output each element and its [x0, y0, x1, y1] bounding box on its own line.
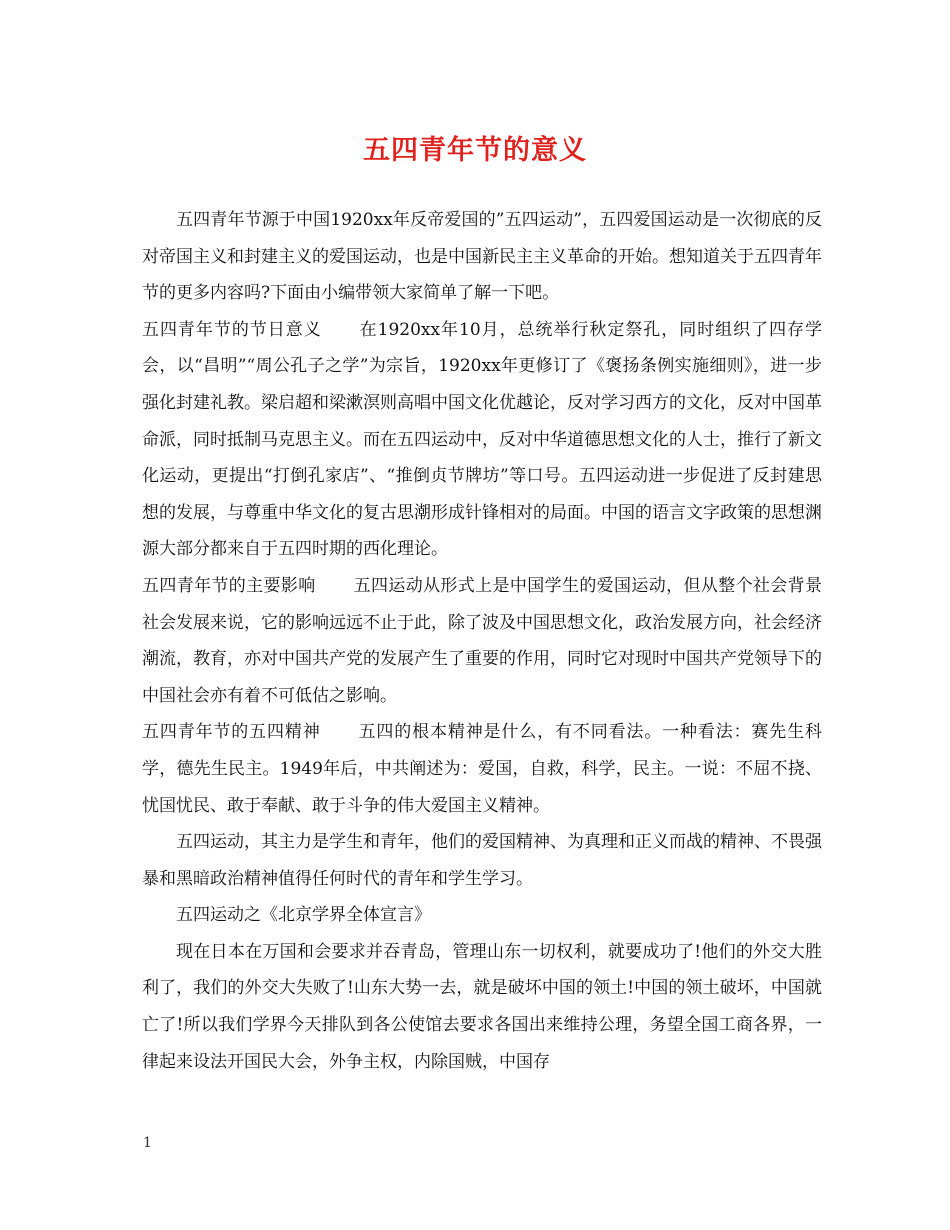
- declaration-heading: 五四运动之《北京学界全体宣言》: [176, 905, 431, 926]
- section-heading: 五四青年节的主要影响: [142, 575, 316, 596]
- section-may-fourth-spirit: [142, 714, 822, 824]
- section-main-influence: [142, 568, 822, 714]
- youth-paragraph: 五四运动，其主力是学生和青年，他们的爱国精神、为真理和正义而战的精神、不畏强暴和黑暗政治精神值得任何时代的青年和学生学习。: [142, 832, 822, 889]
- section-text: 在1920xx年10月，总统举行秋定祭孔，同时组织了四存学会，以“昌明”“周公孔子之学”为宗旨，1920xx年更修订了《褒扬条例实施细则》，进一步强化封建礼教。梁启超和梁漱溟则高唱中国文化优越论，反对学习西方的文化，反对中国革命派，同时抵制马克思主义。而在五四运动中，反对中华道德思想文化的人士，推行了新文化运动，更提出“打倒孔家店”、“推倒贞节牌坊”等口号。五四运动进一步促进了反封建思想的发展，与尊重中华文化的复古思潮形成针锋相对的局面。中国的语言文字政策的思想渊源大部分都来自于五四时期的西化理论。: [142, 319, 823, 560]
- section-text: 五四的根本精神是什么，有不同看法。一种看法：赛先生科学，德先生民主。1949年后，中共阐述为：爱国，自救，科学，民主。一说：不屈不挠、忧国忧民、敢于奉献、敢于斗争的伟大爱国主义精神。: [142, 722, 823, 816]
- intro-paragraph: 五四青年节源于中国1920xx年反帝爱国的”五四运动”，五四爱国运动是一次彻底的反对帝国主义和封建主义的爱国运动，也是中国新民主主义革命的开始。想知道关于五四青年节的更多内容吗?下面由小编带领大家简单了解一下吧。: [142, 210, 822, 304]
- section-text: 五四运动从形式上是中国学生的爱国运动，但从整个社会背景社会发展来说，它的影响远远不止于此，除了波及中国思想文化，政治发展方向，社会经济潮流，教育，亦对中国共产党的发展产生了重要的作用，同时它对现时中国共产党领导下的中国社会亦有着不可低估之影响。: [142, 575, 823, 706]
- document-title: 五四青年节的意义: [363, 135, 587, 166]
- section-festival-meaning: [142, 312, 822, 568]
- declaration-paragraph: 现在日本在万国和会要求并吞青岛，管理山东一切权利，就要成功了!他们的外交大胜利了，我们的外交大失败了!山东大势一去，就是破坏中国的领土!中国的领土破坏，中国就亡了!所以我们学界今天排队到各公使馆去要求各国出来维持公理，务望全国工商各界，一律起来设法开国民大会，外争主权，内除国贼，中国存: [142, 941, 822, 1072]
- page-number: 1: [143, 1135, 152, 1151]
- document-body: [142, 202, 822, 1080]
- section-heading: 五四青年节的五四精神: [142, 722, 321, 743]
- section-heading: 五四青年节的节日意义: [142, 319, 322, 340]
